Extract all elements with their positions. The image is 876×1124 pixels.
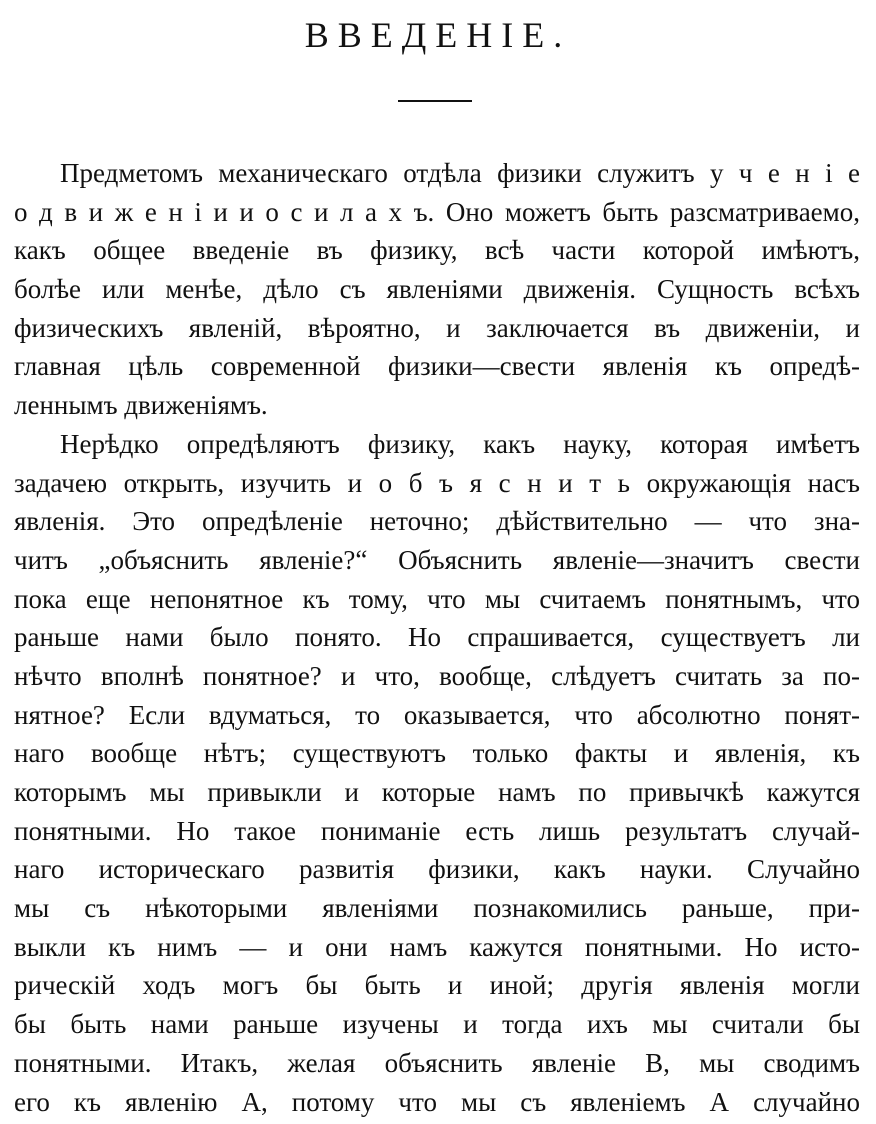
text-line: главная цѣль современной физики—свести явленія къ опредѣ- bbox=[14, 351, 860, 382]
text-line: его къ явленію А, потому что мы съ явленіемъ А случайно bbox=[14, 1086, 860, 1117]
text-line: о д в и ж е н і и и о с и л а х ъ. Оно можетъ быть разсматриваемо, bbox=[14, 196, 860, 227]
text-line: наго вообще нѣтъ; существуютъ только факты и явленія, къ bbox=[14, 738, 860, 769]
text-line: понятными. Но такое пониманіе есть лишь результатъ случай- bbox=[14, 815, 860, 846]
text-line: явленія. Это опредѣленіе неточно; дѣйствительно — что зна- bbox=[14, 506, 860, 537]
text-line: Предметомъ механическаго отдѣла физики служитъ у ч е н і е bbox=[60, 158, 860, 188]
text-line: раньше нами было понято. Но спрашивается, существуетъ ли bbox=[14, 622, 860, 653]
title-rule bbox=[398, 100, 472, 102]
text-line: нятное? Если вдуматься, то оказывается, что абсолютно понят- bbox=[14, 699, 860, 730]
text-line: выкли къ нимъ — и они намъ кажутся понятными. Но исто- bbox=[14, 931, 860, 962]
text-line: болѣе или менѣе, дѣло съ явленіями движенія. Сущность всѣхъ bbox=[14, 274, 860, 305]
text-line: задачею открыть, изучить и о б ъ я с н и т ь окружающія насъ bbox=[14, 467, 860, 498]
text-line: леннымъ движеніямъ. bbox=[14, 390, 268, 421]
text-line: наго историческаго развитія физики, какъ науки. Случайно bbox=[14, 854, 860, 885]
text-line: мы съ нѣкоторыми явленіями познакомились раньше, при- bbox=[14, 893, 860, 924]
text-line: бы быть нами раньше изучены и тогда ихъ мы считали бы bbox=[14, 1009, 860, 1040]
text-line: нѣчто вполнѣ понятное? и что, вообще, слѣдуетъ считать за по- bbox=[14, 660, 860, 691]
text-line: понятными. Итакъ, желая объяснить явленіе В, мы сводимъ bbox=[14, 1047, 860, 1078]
text-line: которымъ мы привыкли и которые намъ по привычкѣ кажутся bbox=[14, 777, 860, 807]
text-line: какъ общее введеніе въ физику, всѣ части которой имѣютъ, bbox=[14, 235, 860, 266]
text-line: Нерѣдко опредѣляютъ физику, какъ науку, которая имѣетъ bbox=[60, 428, 860, 459]
text-line: читъ „объяснить явленіе?“ Объяснить явленіе—значитъ свести bbox=[14, 544, 860, 575]
text-line: физическихъ явленій, вѣроятно, и заключается въ движеніи, и bbox=[14, 312, 860, 343]
text-line: пока еще непонятное къ тому, что мы считаемъ понятнымъ, что bbox=[14, 583, 860, 614]
chapter-title: ВВЕДЕНIЕ. bbox=[304, 15, 572, 55]
body-text bbox=[14, 154, 860, 1121]
text-line: рическій ходъ могъ бы быть и иной; другія явленія могли bbox=[14, 970, 860, 1001]
